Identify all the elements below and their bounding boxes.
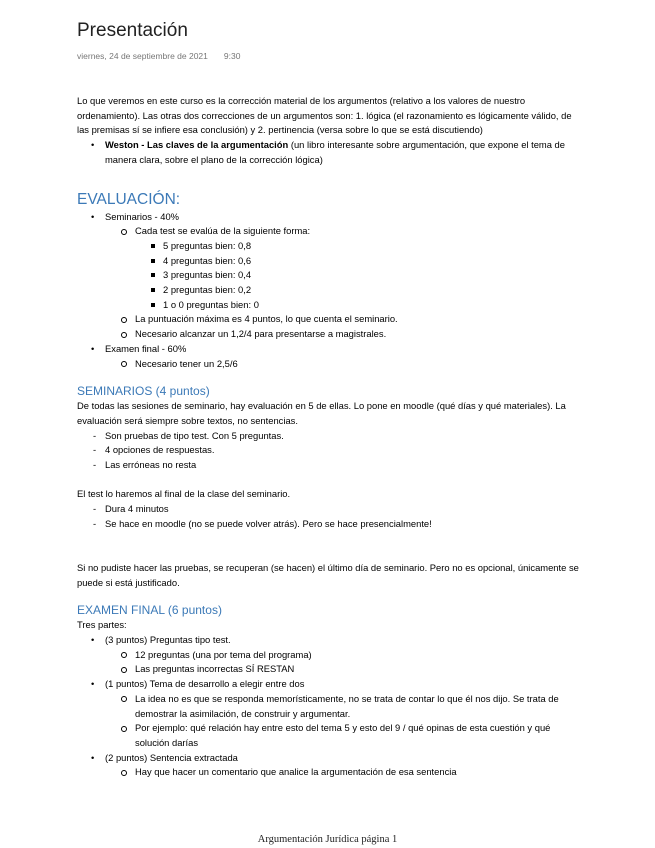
list-item: - Las erróneas no resta	[77, 458, 582, 473]
intro-paragraph: Lo que veremos en este curso es la corrección material de los argumentos (relativo a los valores de nuestro ordenamiento). Las otras dos correcciones de un argumentos son: 1. lógica (el razonamiento es lógicamente válido, de las premisas sí se infiere esa conclusión) y 2. pertinencia (versa sobre lo que se está discutiendo)	[77, 95, 572, 136]
list-item	[77, 210, 582, 342]
list-item: Por ejemplo: qué relación hay entre esto del tema 5 y esto del 9 / qué opinas de esta cuestión y qué solución darías	[77, 721, 582, 750]
recupera-paragraph: Si no pudiste hacer las pruebas, se recuperan (se hacen) el último día de seminario. Pero no es opcional, únicamente se puede si está justificado.	[77, 561, 579, 588]
examen-list	[77, 633, 582, 780]
list-item: Hay que hacer un comentario que analice la argumentación de esa sentencia	[77, 765, 582, 780]
cada-test-text: Cada test se evalúa de la siguiente forma:	[135, 225, 311, 237]
list-item: La idea no es que se responda memorísticamente, no se trata de contar lo que él nos dijo. Se trata de demostrar la asimilación, de construir y argumentar.	[77, 692, 582, 721]
book-title: Weston - Las claves de la argumentación	[105, 139, 289, 151]
list-item	[77, 138, 582, 167]
heading-examen: EXAMEN FINAL (6 puntos)	[77, 603, 222, 618]
date-line	[77, 51, 240, 61]
seminarios-paragraph: De todas las sesiones de seminario, hay evaluación en 5 de ellas. Lo pone en moodle (qué días y qué materiales). La evaluación será siempre sobre textos, no sentencias.	[77, 400, 566, 426]
list-item: - Se hace en moodle (no se puede volver atrás). Pero se hace presencialmente!	[77, 517, 582, 532]
test-paragraph: El test lo haremos al final de la clase del seminario.	[77, 488, 291, 500]
evaluacion-list	[77, 210, 582, 372]
book-description: (un libro interesante sobre argumentación, que expone el tema de manera clara, sobre el plano de la corrección lógica)	[105, 139, 565, 165]
list-item: Necesario alcanzar un 1,2/4 para presentarse a magistrales.	[77, 327, 582, 342]
book-list	[77, 138, 582, 167]
list-item	[77, 224, 582, 312]
list-item: - Son pruebas de tipo test. Con 5 preguntas.	[77, 429, 582, 444]
page-footer: Argumentación Jurídica página 1	[257, 834, 398, 845]
list-item: Las preguntas incorrectas SÍ RESTAN	[77, 662, 582, 677]
list-item	[77, 751, 582, 780]
seminarios-list	[77, 429, 582, 473]
list-item: Necesario tener un 2,5/6	[77, 357, 582, 372]
parte-2: (1 puntos) Tema de desarrollo a elegir entre dos	[105, 678, 305, 690]
list-item	[77, 342, 582, 371]
examen-weight: Examen final - 60%	[105, 342, 187, 354]
score-item: 1 o 0 preguntas bien: 0	[77, 298, 582, 313]
list-item: - 4 opciones de respuestas.	[77, 443, 582, 458]
heading-seminarios: SEMINARIOS (4 puntos)	[77, 384, 210, 399]
test-list	[77, 502, 582, 531]
page-title: Presentación	[77, 20, 188, 41]
tres-partes: Tres partes:	[77, 619, 127, 631]
list-item: La puntuación máxima es 4 puntos, lo que cuenta el seminario.	[77, 312, 582, 327]
date-text: viernes, 24 de septiembre de 2021	[77, 51, 208, 61]
list-item: - Dura 4 minutos	[77, 502, 582, 517]
score-item: 3 preguntas bien: 0,4	[77, 268, 582, 283]
seminarios-weight: Seminarios - 40%	[105, 210, 179, 222]
score-item: 5 preguntas bien: 0,8	[77, 239, 582, 254]
time-text: 9:30	[223, 51, 241, 61]
list-item: 12 preguntas (una por tema del programa)	[77, 648, 582, 663]
note-body	[77, 94, 582, 780]
list-item	[77, 633, 582, 677]
heading-evaluacion: EVALUACIÓN:	[77, 190, 181, 208]
parte-3: (2 puntos) Sentencia extractada	[105, 751, 238, 763]
list-item	[77, 677, 582, 751]
score-item: 4 preguntas bien: 0,6	[77, 254, 582, 269]
parte-1: (3 puntos) Preguntas tipo test.	[105, 634, 231, 646]
score-item: 2 preguntas bien: 0,2	[77, 283, 582, 298]
